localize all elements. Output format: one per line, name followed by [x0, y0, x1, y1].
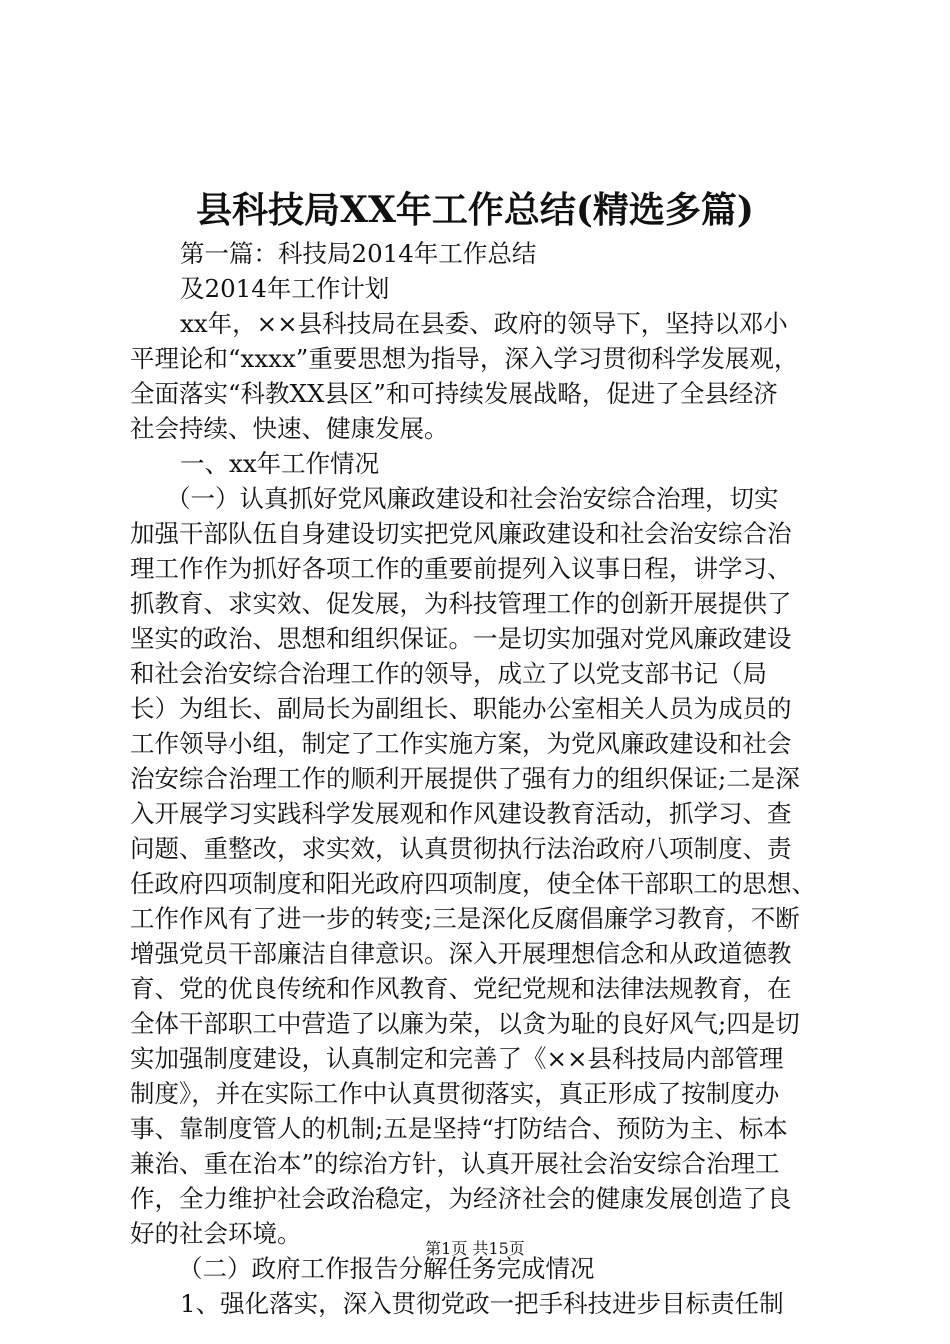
- text-line: 兼治、重在治本”的综治方针，认真开展社会治安综合治理工: [130, 1149, 780, 1178]
- text-line: 及2014年工作计划: [180, 274, 390, 303]
- text-line: 制度》，并在实际工作中认真贯彻落实，真正形成了按制度办: [130, 1079, 780, 1108]
- text-line: 全体干部职工中营造了以廉为荣，以贪为耻的良好风气;四是切: [130, 1009, 800, 1038]
- text-line: 坚实的政治、思想和组织保证。一是切实加强对党风廉政建设: [130, 624, 792, 653]
- section-heading: （二）政府工作报告分解任务完成情况: [178, 1254, 595, 1283]
- text-line: 理工作作为抓好各项工作的重要前提列入议事日程，讲学习、: [130, 554, 792, 583]
- text-line: 和社会治安综合治理工作的领导，成立了以党支部书记（局: [130, 659, 767, 688]
- text-line: 工作领导小组，制定了工作实施方案，为党风廉政建设和社会: [130, 729, 792, 758]
- text-line: 任政府四项制度和阳光政府四项制度，使全体干部职工的思想、: [130, 869, 816, 898]
- text-line: 作，全力维护社会政治稳定，为经济社会的健康发展创造了良: [130, 1184, 792, 1213]
- text-line: 工作作风有了进一步的转变;三是深化反腐倡廉学习教育，不断: [130, 904, 800, 933]
- document-title: 县科技局XX年工作总结(精选多篇): [196, 189, 754, 231]
- text-line: xx年，××县科技局在县委、政府的领导下，坚持以邓小: [180, 309, 788, 338]
- text-line: 全面落实“科教XX县区”和可持续发展战略，促进了全县经济: [130, 379, 778, 408]
- text-line: 育、党的优良传统和作风教育、党纪党规和法律法规教育，在: [130, 974, 792, 1003]
- text-line: 社会持续、快速、健康发展。: [130, 414, 449, 443]
- text-line: 加强干部队伍自身建设切实把党风廉政建设和社会治安综合治: [130, 519, 792, 548]
- text-line: 抓教育、求实效、促发展，为科技管理工作的创新开展提供了: [130, 589, 792, 618]
- text-line: 1、强化落实，深入贯彻党政一把手科技进步目标责任制: [180, 1289, 784, 1318]
- text-line: 治安综合治理工作的顺利开展提供了强有力的组织保证;二是深: [130, 764, 800, 793]
- text-line: 平理论和“xxxx”重要思想为指导，深入学习贯彻科学发展观，: [130, 344, 799, 373]
- page-number: 第1页 共15页: [425, 1239, 525, 1258]
- section-heading: 一、xx年工作情况: [180, 449, 380, 478]
- text-line: （一）认真抓好党风廉政建设和社会治安综合治理，切实: [166, 484, 779, 513]
- text-line: 入开展学习实践科学发展观和作风建设教育活动，抓学习、查: [130, 799, 792, 828]
- text-line: 长）为组长、副局长为副组长、职能办公室相关人员为成员的: [130, 694, 792, 723]
- document-body: [130, 236, 830, 1321]
- text-line: 问题、重整改，求实效，认真贯彻执行法治政府八项制度、责: [130, 834, 792, 863]
- text-line: 实加强制度建设，认真制定和完善了《××县科技局内部管理: [130, 1044, 784, 1073]
- text-line: 好的社会环境。: [130, 1219, 302, 1248]
- text-line: 第一篇：科技局2014年工作总结: [180, 239, 537, 268]
- text-line: 事、靠制度管人的机制;五是坚持“打防结合、预防为主、标本: [130, 1114, 788, 1143]
- text-line: 增强党员干部廉洁自律意识。深入开展理想信念和从政道德教: [130, 939, 792, 968]
